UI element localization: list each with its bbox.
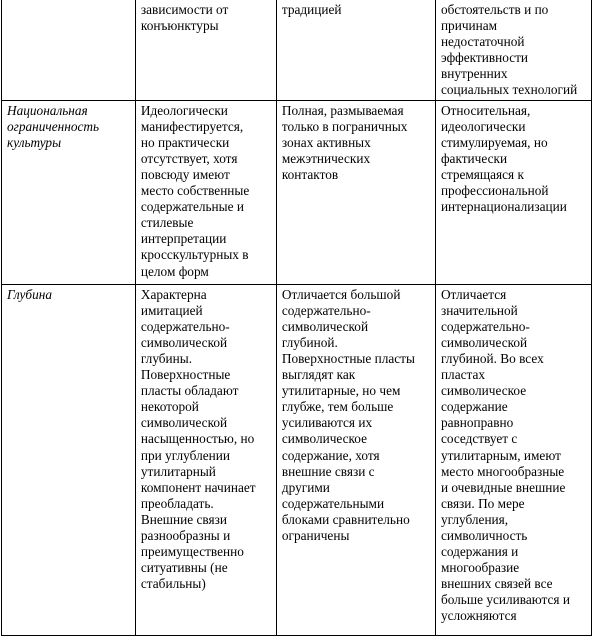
- comparison-table: [1, 0, 592, 636]
- cell-text-line: внешние связи с: [281, 463, 375, 479]
- cell-text-line: зависимости от: [140, 2, 229, 17]
- cell-text-line: пластах: [440, 367, 486, 383]
- cell-text-line: стилевые: [140, 215, 194, 231]
- row-label-cell: [2, 284, 136, 635]
- cell-text-line: многообразие: [440, 560, 520, 576]
- cell-text-line: разнообразны и: [140, 527, 231, 543]
- cell-text-line: Идеологически: [140, 102, 228, 118]
- cell-text-line: место многообразные: [440, 463, 565, 479]
- cell-text-line: Национальная: [7, 102, 88, 118]
- cell-text-line: символичность: [440, 527, 528, 543]
- cell-text-line: равноправно: [440, 415, 514, 431]
- cell-text-line: контактов: [281, 166, 339, 182]
- cell-text-line: значительной: [440, 302, 518, 318]
- cell-text-line: некоторой: [140, 399, 199, 415]
- cell-text-line: содержания и: [440, 544, 519, 560]
- cell-text-line: недостаточной: [440, 34, 525, 50]
- cell-text-line: символической: [281, 318, 369, 334]
- cell-text-line: ограниченность: [7, 118, 100, 134]
- cell-text-line: кросскультурных в: [140, 247, 249, 263]
- cell-text-line: Поверхностные: [140, 367, 231, 383]
- cell-text-line: имитацией: [140, 302, 203, 318]
- cell-text-line: Относительная,: [440, 102, 531, 118]
- cell-text-line: содержательно-: [140, 318, 230, 334]
- table-row: [2, 100, 592, 284]
- cell-text-line: ограничены: [281, 527, 350, 543]
- cell-text-line: преимущественно: [140, 544, 244, 560]
- cell-text-line: соседствует с: [440, 431, 518, 447]
- table-cell: [276, 284, 435, 635]
- cell-text-line: конъюнктуры: [140, 18, 219, 34]
- cell-text-line: Полная, размываемая: [281, 102, 404, 118]
- table-row: [2, 284, 592, 635]
- cell-text-line: содержательные и: [140, 199, 244, 215]
- cell-text-line: содержание: [440, 399, 508, 415]
- cell-text-line: только в пограничных: [281, 118, 408, 134]
- cell-text-line: место собственные: [140, 183, 250, 199]
- cell-text-line: блоками сравнительно: [281, 511, 410, 527]
- cell-text-line: утилитарные, но чем: [281, 383, 401, 399]
- table-cell: [135, 0, 276, 100]
- table-cell: [435, 284, 591, 635]
- cell-text-line: усиливаются их: [281, 415, 373, 431]
- cell-text-line: внешних связей все: [440, 576, 553, 592]
- table-cell: [276, 0, 435, 100]
- cell-text-line: Отличается: [440, 286, 507, 302]
- cell-text-line: преобладать.: [140, 495, 214, 511]
- cell-text-line: причинам: [440, 18, 498, 34]
- cell-text-line: но практически: [140, 134, 230, 150]
- cell-text-line: стимулируемая, но: [440, 134, 548, 150]
- cell-text-line: и очевидные внешние: [440, 479, 566, 495]
- cell-text-line: манифестируется,: [140, 118, 244, 134]
- table-cell: [135, 100, 276, 284]
- cell-text-line: символической: [440, 334, 528, 350]
- cell-text-line: содержательно-: [440, 318, 530, 334]
- cell-text-line: обстоятельств и по: [440, 2, 549, 17]
- cell-text-line: пласты обладают: [140, 383, 239, 399]
- cell-text-line: глубже, тем больше: [281, 399, 394, 415]
- cell-text-line: целом форм: [140, 263, 209, 279]
- cell-text-line: традицией: [281, 2, 342, 17]
- cell-text-line: другими: [281, 479, 330, 495]
- cell-text-line: глубины.: [140, 350, 193, 366]
- cell-text-line: символической: [140, 415, 228, 431]
- table-row: [2, 0, 592, 100]
- cell-text-line: глубиной.: [281, 334, 338, 350]
- cell-text-line: стремящаяся к: [440, 166, 524, 182]
- cell-text-line: при углублении: [140, 447, 230, 463]
- cell-text-line: ситуативны (не: [140, 560, 228, 576]
- cell-text-line: интерпретации: [140, 231, 227, 247]
- cell-text-line: углубления,: [440, 511, 509, 527]
- row-label-cell: [2, 100, 136, 284]
- cell-text-line: символическое: [440, 383, 527, 399]
- cell-text-line: зонах активных: [281, 134, 371, 150]
- table-cell: [435, 100, 591, 284]
- cell-text-line: содержательно-: [281, 302, 371, 318]
- cell-text-line: выглядят как: [281, 367, 356, 383]
- cell-text-line: социальных технологий: [440, 82, 578, 98]
- cell-text-line: интернационализации: [440, 199, 567, 215]
- cell-text-line: повсюду имеют: [140, 166, 230, 182]
- cell-text-line: насыщенностью, но: [140, 431, 255, 447]
- cell-text-line: отсутствует, хотя: [140, 150, 238, 166]
- table-cell: [435, 0, 591, 100]
- cell-text-line: утилитарный: [140, 463, 216, 479]
- cell-text-line: Характерна: [140, 286, 207, 302]
- cell-text-line: внутренних: [440, 66, 508, 82]
- table-cell: [276, 100, 435, 284]
- cell-text-line: профессиональной: [440, 183, 549, 199]
- cell-text-line: глубиной. Во всех: [440, 350, 544, 366]
- cell-text-line: Внешние связи: [140, 511, 227, 527]
- cell-text-line: Отличается большой: [281, 286, 401, 302]
- cell-text-line: символической: [140, 334, 228, 350]
- cell-text-line: Глубина: [7, 286, 52, 302]
- cell-text-line: Поверхностные пласты: [281, 350, 415, 366]
- cell-text-line: фактически: [440, 150, 508, 166]
- cell-text-line: эффективности: [440, 50, 529, 66]
- cell-text-line: усложняются: [440, 608, 517, 624]
- cell-text-line: содержательными: [281, 495, 385, 511]
- cell-text-line: стабильны): [140, 576, 206, 592]
- cell-text-line: идеологически: [440, 118, 526, 134]
- cell-text-line: больше усиливаются и: [440, 592, 570, 608]
- cell-text-line: утилитарным, имеют: [440, 447, 561, 463]
- table-cell: [135, 284, 276, 635]
- cell-text-line: межэтнических: [281, 150, 371, 166]
- cell-text-line: компонент начинает: [140, 479, 256, 495]
- cell-text-line: культуры: [7, 134, 62, 150]
- cell-text-line: связи. По мере: [440, 495, 525, 511]
- row-label-cell: [2, 0, 136, 100]
- cell-text-line: символическое: [281, 431, 368, 447]
- cell-text-line: содержание, хотя: [281, 447, 380, 463]
